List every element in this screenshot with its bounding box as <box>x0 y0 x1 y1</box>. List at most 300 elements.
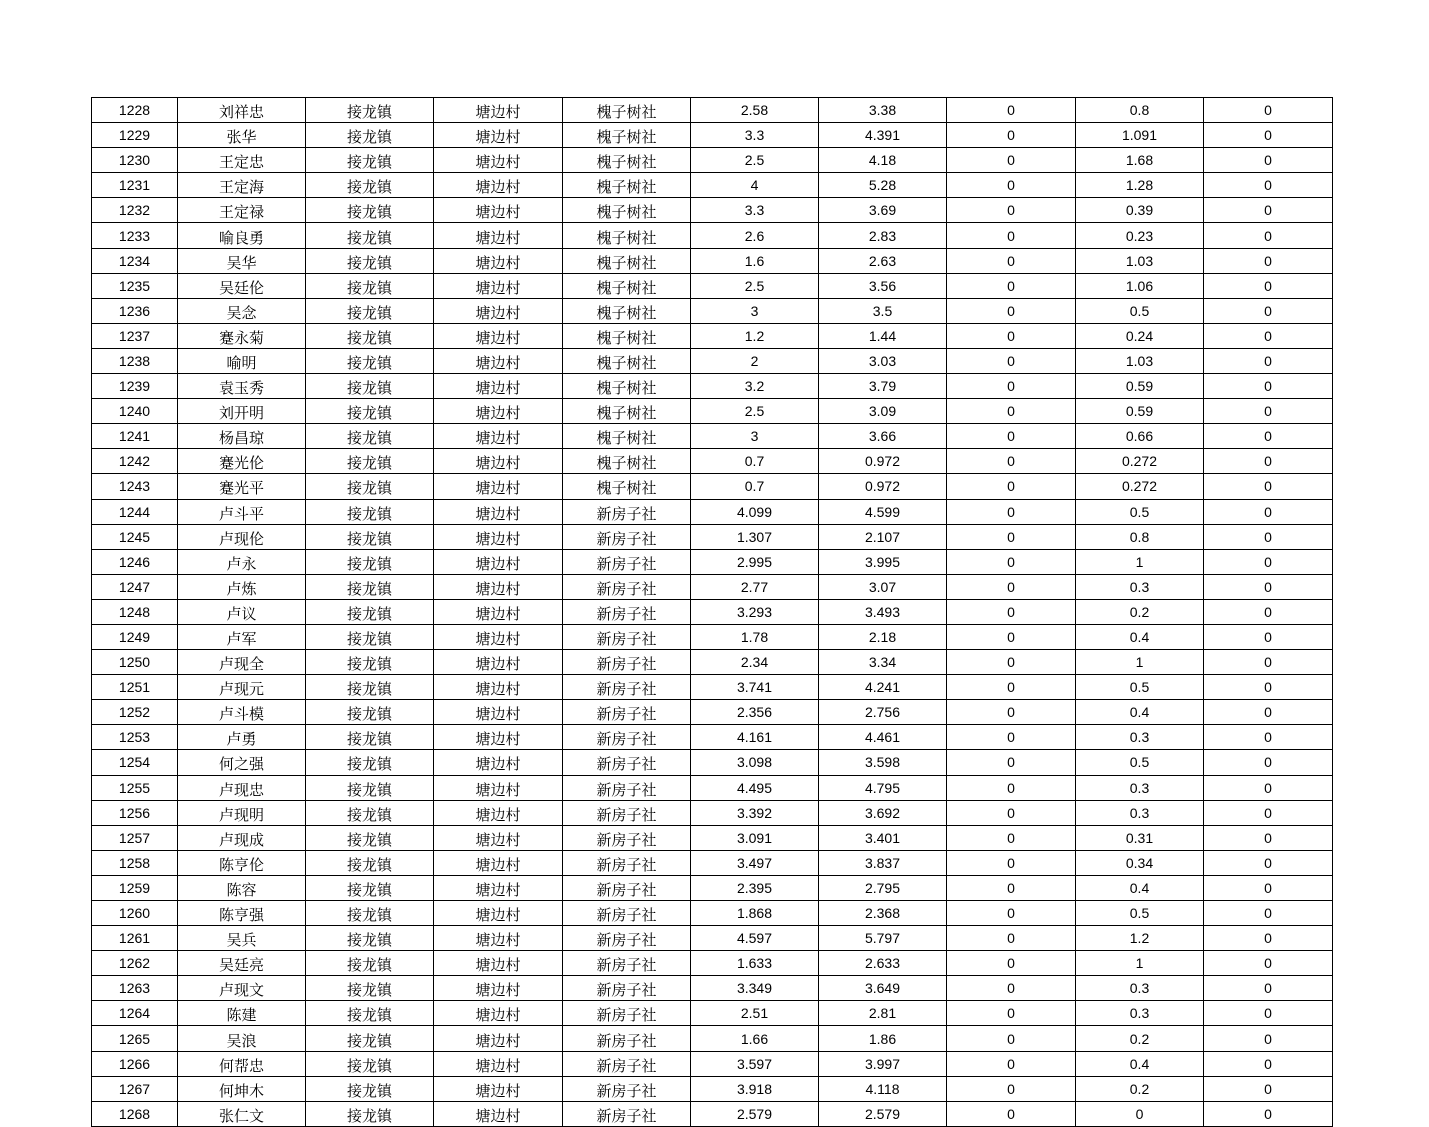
value-d-cell: 0.8 <box>1076 524 1204 549</box>
town-cell: 接龙镇 <box>306 650 434 675</box>
value-a-cell: 2.58 <box>691 98 819 123</box>
value-a-cell: 4.495 <box>691 775 819 800</box>
town-cell: 接龙镇 <box>306 1026 434 1051</box>
value-e-cell: 0 <box>1204 123 1333 148</box>
value-e-cell: 0 <box>1204 574 1333 599</box>
value-d-cell: 1.091 <box>1076 123 1204 148</box>
value-e-cell: 0 <box>1204 875 1333 900</box>
value-e-cell: 0 <box>1204 624 1333 649</box>
value-d-cell: 0.4 <box>1076 875 1204 900</box>
table-row <box>92 800 1333 825</box>
group-cell: 新房子社 <box>563 1001 691 1026</box>
value-a-cell: 3.597 <box>691 1051 819 1076</box>
id-cell: 1239 <box>92 374 178 399</box>
town-cell: 接龙镇 <box>306 223 434 248</box>
data-table <box>91 97 1333 1127</box>
value-e-cell: 0 <box>1204 499 1333 524</box>
value-b-cell: 4.18 <box>819 148 947 173</box>
value-b-cell: 3.56 <box>819 273 947 298</box>
value-a-cell: 2 <box>691 348 819 373</box>
id-cell: 1262 <box>92 951 178 976</box>
value-a-cell: 2.5 <box>691 273 819 298</box>
table-row <box>92 1076 1333 1101</box>
value-b-cell: 2.795 <box>819 875 947 900</box>
value-c-cell: 0 <box>947 775 1076 800</box>
village-cell: 塘边村 <box>434 725 563 750</box>
value-b-cell: 4.118 <box>819 1076 947 1101</box>
town-cell: 接龙镇 <box>306 549 434 574</box>
value-b-cell: 3.997 <box>819 1051 947 1076</box>
value-e-cell: 0 <box>1204 549 1333 574</box>
table-row <box>92 524 1333 549</box>
value-c-cell: 0 <box>947 1026 1076 1051</box>
table-row <box>92 574 1333 599</box>
town-cell: 接龙镇 <box>306 926 434 951</box>
name-cell: 吴廷亮 <box>178 951 306 976</box>
id-cell: 1235 <box>92 273 178 298</box>
value-e-cell: 0 <box>1204 399 1333 424</box>
value-c-cell: 0 <box>947 474 1076 499</box>
value-e-cell: 0 <box>1204 850 1333 875</box>
town-cell: 接龙镇 <box>306 951 434 976</box>
value-c-cell: 0 <box>947 624 1076 649</box>
value-c-cell: 0 <box>947 650 1076 675</box>
table-row <box>92 850 1333 875</box>
value-a-cell: 3.741 <box>691 675 819 700</box>
village-cell: 塘边村 <box>434 951 563 976</box>
value-c-cell: 0 <box>947 599 1076 624</box>
group-cell: 槐子树社 <box>563 399 691 424</box>
value-a-cell: 2.356 <box>691 700 819 725</box>
town-cell: 接龙镇 <box>306 976 434 1001</box>
name-cell: 卢现明 <box>178 800 306 825</box>
id-cell: 1246 <box>92 549 178 574</box>
name-cell: 王定海 <box>178 173 306 198</box>
town-cell: 接龙镇 <box>306 700 434 725</box>
value-b-cell: 2.18 <box>819 624 947 649</box>
value-a-cell: 2.995 <box>691 549 819 574</box>
table-row <box>92 1026 1333 1051</box>
value-a-cell: 2.6 <box>691 223 819 248</box>
town-cell: 接龙镇 <box>306 725 434 750</box>
table-row <box>92 926 1333 951</box>
name-cell: 卢现全 <box>178 650 306 675</box>
value-b-cell: 2.63 <box>819 248 947 273</box>
value-c-cell: 0 <box>947 1051 1076 1076</box>
town-cell: 接龙镇 <box>306 624 434 649</box>
village-cell: 塘边村 <box>434 750 563 775</box>
value-c-cell: 0 <box>947 248 1076 273</box>
table-row <box>92 700 1333 725</box>
value-d-cell: 0.5 <box>1076 298 1204 323</box>
town-cell: 接龙镇 <box>306 901 434 926</box>
value-b-cell: 5.797 <box>819 926 947 951</box>
town-cell: 接龙镇 <box>306 298 434 323</box>
value-c-cell: 0 <box>947 123 1076 148</box>
value-e-cell: 0 <box>1204 650 1333 675</box>
town-cell: 接龙镇 <box>306 399 434 424</box>
town-cell: 接龙镇 <box>306 1051 434 1076</box>
value-e-cell: 0 <box>1204 725 1333 750</box>
value-a-cell: 1.868 <box>691 901 819 926</box>
value-d-cell: 0.3 <box>1076 800 1204 825</box>
value-a-cell: 3.293 <box>691 599 819 624</box>
value-b-cell: 3.401 <box>819 825 947 850</box>
name-cell: 吴念 <box>178 298 306 323</box>
value-c-cell: 0 <box>947 850 1076 875</box>
id-cell: 1241 <box>92 424 178 449</box>
value-c-cell: 0 <box>947 399 1076 424</box>
town-cell: 接龙镇 <box>306 98 434 123</box>
id-cell: 1240 <box>92 399 178 424</box>
town-cell: 接龙镇 <box>306 524 434 549</box>
value-a-cell: 1.633 <box>691 951 819 976</box>
town-cell: 接龙镇 <box>306 348 434 373</box>
value-b-cell: 2.579 <box>819 1101 947 1126</box>
village-cell: 塘边村 <box>434 123 563 148</box>
id-cell: 1266 <box>92 1051 178 1076</box>
table-row <box>92 1051 1333 1076</box>
value-e-cell: 0 <box>1204 926 1333 951</box>
id-cell: 1257 <box>92 825 178 850</box>
value-b-cell: 3.692 <box>819 800 947 825</box>
value-a-cell: 0.7 <box>691 474 819 499</box>
town-cell: 接龙镇 <box>306 499 434 524</box>
value-a-cell: 3.098 <box>691 750 819 775</box>
value-e-cell: 0 <box>1204 675 1333 700</box>
village-cell: 塘边村 <box>434 1051 563 1076</box>
town-cell: 接龙镇 <box>306 474 434 499</box>
value-c-cell: 0 <box>947 223 1076 248</box>
village-cell: 塘边村 <box>434 850 563 875</box>
value-a-cell: 3.2 <box>691 374 819 399</box>
value-e-cell: 0 <box>1204 700 1333 725</box>
id-cell: 1249 <box>92 624 178 649</box>
id-cell: 1236 <box>92 298 178 323</box>
table-row <box>92 248 1333 273</box>
value-a-cell: 3.091 <box>691 825 819 850</box>
value-d-cell: 1.28 <box>1076 173 1204 198</box>
group-cell: 新房子社 <box>563 750 691 775</box>
name-cell: 吴廷伦 <box>178 273 306 298</box>
value-c-cell: 0 <box>947 424 1076 449</box>
table-row <box>92 123 1333 148</box>
town-cell: 接龙镇 <box>306 273 434 298</box>
value-b-cell: 3.5 <box>819 298 947 323</box>
table-row <box>92 650 1333 675</box>
village-cell: 塘边村 <box>434 1026 563 1051</box>
town-cell: 接龙镇 <box>306 123 434 148</box>
group-cell: 槐子树社 <box>563 98 691 123</box>
value-e-cell: 0 <box>1204 775 1333 800</box>
id-cell: 1234 <box>92 248 178 273</box>
name-cell: 陈亨伦 <box>178 850 306 875</box>
id-cell: 1251 <box>92 675 178 700</box>
value-c-cell: 0 <box>947 524 1076 549</box>
group-cell: 新房子社 <box>563 875 691 900</box>
id-cell: 1245 <box>92 524 178 549</box>
village-cell: 塘边村 <box>434 599 563 624</box>
value-e-cell: 0 <box>1204 1026 1333 1051</box>
town-cell: 接龙镇 <box>306 675 434 700</box>
group-cell: 新房子社 <box>563 800 691 825</box>
value-b-cell: 2.756 <box>819 700 947 725</box>
table-row <box>92 173 1333 198</box>
group-cell: 新房子社 <box>563 650 691 675</box>
value-b-cell: 2.633 <box>819 951 947 976</box>
value-c-cell: 0 <box>947 173 1076 198</box>
value-c-cell: 0 <box>947 348 1076 373</box>
value-e-cell: 0 <box>1204 173 1333 198</box>
group-cell: 槐子树社 <box>563 273 691 298</box>
value-b-cell: 0.972 <box>819 449 947 474</box>
town-cell: 接龙镇 <box>306 750 434 775</box>
value-e-cell: 0 <box>1204 98 1333 123</box>
table-row <box>92 273 1333 298</box>
group-cell: 新房子社 <box>563 1076 691 1101</box>
name-cell: 卢勇 <box>178 725 306 750</box>
value-e-cell: 0 <box>1204 750 1333 775</box>
value-c-cell: 0 <box>947 148 1076 173</box>
table-row <box>92 775 1333 800</box>
name-cell: 卢现成 <box>178 825 306 850</box>
value-d-cell: 0.39 <box>1076 198 1204 223</box>
value-d-cell: 0.4 <box>1076 1051 1204 1076</box>
name-cell: 张仁文 <box>178 1101 306 1126</box>
value-e-cell: 0 <box>1204 1076 1333 1101</box>
table-row <box>92 825 1333 850</box>
group-cell: 新房子社 <box>563 499 691 524</box>
id-cell: 1231 <box>92 173 178 198</box>
value-a-cell: 4.597 <box>691 926 819 951</box>
town-cell: 接龙镇 <box>306 599 434 624</box>
value-a-cell: 3.918 <box>691 1076 819 1101</box>
town-cell: 接龙镇 <box>306 323 434 348</box>
value-a-cell: 4 <box>691 173 819 198</box>
value-b-cell: 3.837 <box>819 850 947 875</box>
village-cell: 塘边村 <box>434 624 563 649</box>
value-a-cell: 1.2 <box>691 323 819 348</box>
group-cell: 新房子社 <box>563 926 691 951</box>
town-cell: 接龙镇 <box>306 825 434 850</box>
village-cell: 塘边村 <box>434 298 563 323</box>
id-cell: 1232 <box>92 198 178 223</box>
name-cell: 蹇光平 <box>178 474 306 499</box>
name-cell: 陈亨强 <box>178 901 306 926</box>
value-d-cell: 0.272 <box>1076 449 1204 474</box>
value-c-cell: 0 <box>947 1001 1076 1026</box>
village-cell: 塘边村 <box>434 700 563 725</box>
value-e-cell: 0 <box>1204 800 1333 825</box>
town-cell: 接龙镇 <box>306 374 434 399</box>
value-a-cell: 3.3 <box>691 198 819 223</box>
value-d-cell: 1.03 <box>1076 348 1204 373</box>
village-cell: 塘边村 <box>434 223 563 248</box>
value-b-cell: 4.599 <box>819 499 947 524</box>
value-c-cell: 0 <box>947 901 1076 926</box>
village-cell: 塘边村 <box>434 248 563 273</box>
village-cell: 塘边村 <box>434 348 563 373</box>
value-d-cell: 0.5 <box>1076 750 1204 775</box>
group-cell: 新房子社 <box>563 1101 691 1126</box>
value-e-cell: 0 <box>1204 298 1333 323</box>
value-a-cell: 3.349 <box>691 976 819 1001</box>
value-d-cell: 0.5 <box>1076 901 1204 926</box>
value-b-cell: 1.44 <box>819 323 947 348</box>
value-c-cell: 0 <box>947 298 1076 323</box>
value-a-cell: 0.7 <box>691 449 819 474</box>
group-cell: 新房子社 <box>563 775 691 800</box>
value-e-cell: 0 <box>1204 223 1333 248</box>
village-cell: 塘边村 <box>434 775 563 800</box>
town-cell: 接龙镇 <box>306 1001 434 1026</box>
value-c-cell: 0 <box>947 323 1076 348</box>
name-cell: 刘开明 <box>178 399 306 424</box>
id-cell: 1256 <box>92 800 178 825</box>
group-cell: 新房子社 <box>563 1026 691 1051</box>
group-cell: 新房子社 <box>563 951 691 976</box>
name-cell: 王定忠 <box>178 148 306 173</box>
id-cell: 1233 <box>92 223 178 248</box>
value-e-cell: 0 <box>1204 976 1333 1001</box>
name-cell: 何之强 <box>178 750 306 775</box>
town-cell: 接龙镇 <box>306 1101 434 1126</box>
name-cell: 吴华 <box>178 248 306 273</box>
village-cell: 塘边村 <box>434 474 563 499</box>
value-c-cell: 0 <box>947 825 1076 850</box>
village-cell: 塘边村 <box>434 901 563 926</box>
id-cell: 1230 <box>92 148 178 173</box>
value-c-cell: 0 <box>947 374 1076 399</box>
group-cell: 新房子社 <box>563 624 691 649</box>
value-d-cell: 0.3 <box>1076 775 1204 800</box>
value-a-cell: 3.497 <box>691 850 819 875</box>
value-d-cell: 0.3 <box>1076 725 1204 750</box>
group-cell: 新房子社 <box>563 700 691 725</box>
value-b-cell: 4.795 <box>819 775 947 800</box>
value-b-cell: 0.972 <box>819 474 947 499</box>
value-d-cell: 0.59 <box>1076 374 1204 399</box>
value-a-cell: 4.099 <box>691 499 819 524</box>
value-e-cell: 0 <box>1204 148 1333 173</box>
table-row <box>92 976 1333 1001</box>
table-row <box>92 499 1333 524</box>
value-e-cell: 0 <box>1204 323 1333 348</box>
value-b-cell: 2.83 <box>819 223 947 248</box>
value-c-cell: 0 <box>947 549 1076 574</box>
id-cell: 1255 <box>92 775 178 800</box>
name-cell: 卢斗模 <box>178 700 306 725</box>
value-c-cell: 0 <box>947 675 1076 700</box>
value-c-cell: 0 <box>947 875 1076 900</box>
value-b-cell: 3.03 <box>819 348 947 373</box>
group-cell: 槐子树社 <box>563 474 691 499</box>
value-c-cell: 0 <box>947 800 1076 825</box>
village-cell: 塘边村 <box>434 675 563 700</box>
value-e-cell: 0 <box>1204 1101 1333 1126</box>
name-cell: 张华 <box>178 123 306 148</box>
id-cell: 1264 <box>92 1001 178 1026</box>
value-d-cell: 1.03 <box>1076 248 1204 273</box>
value-e-cell: 0 <box>1204 348 1333 373</box>
name-cell: 卢炼 <box>178 574 306 599</box>
value-d-cell: 0.4 <box>1076 624 1204 649</box>
value-b-cell: 2.81 <box>819 1001 947 1026</box>
value-a-cell: 1.66 <box>691 1026 819 1051</box>
table-row <box>92 474 1333 499</box>
id-cell: 1258 <box>92 850 178 875</box>
value-e-cell: 0 <box>1204 825 1333 850</box>
village-cell: 塘边村 <box>434 449 563 474</box>
village-cell: 塘边村 <box>434 926 563 951</box>
village-cell: 塘边村 <box>434 650 563 675</box>
table-row <box>92 323 1333 348</box>
value-b-cell: 4.241 <box>819 675 947 700</box>
value-a-cell: 4.161 <box>691 725 819 750</box>
name-cell: 吴浪 <box>178 1026 306 1051</box>
name-cell: 卢现文 <box>178 976 306 1001</box>
village-cell: 塘边村 <box>434 549 563 574</box>
value-e-cell: 0 <box>1204 901 1333 926</box>
group-cell: 槐子树社 <box>563 148 691 173</box>
name-cell: 陈容 <box>178 875 306 900</box>
value-a-cell: 1.6 <box>691 248 819 273</box>
value-b-cell: 3.34 <box>819 650 947 675</box>
group-cell: 槐子树社 <box>563 298 691 323</box>
value-e-cell: 0 <box>1204 273 1333 298</box>
id-cell: 1261 <box>92 926 178 951</box>
value-b-cell: 3.493 <box>819 599 947 624</box>
value-c-cell: 0 <box>947 951 1076 976</box>
value-d-cell: 0 <box>1076 1101 1204 1126</box>
table-row <box>92 549 1333 574</box>
table-row <box>92 424 1333 449</box>
value-d-cell: 0.8 <box>1076 98 1204 123</box>
table-row <box>92 148 1333 173</box>
value-e-cell: 0 <box>1204 951 1333 976</box>
table-row <box>92 223 1333 248</box>
value-d-cell: 1.06 <box>1076 273 1204 298</box>
village-cell: 塘边村 <box>434 499 563 524</box>
value-e-cell: 0 <box>1204 474 1333 499</box>
id-cell: 1242 <box>92 449 178 474</box>
value-a-cell: 2.579 <box>691 1101 819 1126</box>
table-row <box>92 1101 1333 1126</box>
village-cell: 塘边村 <box>434 173 563 198</box>
value-c-cell: 0 <box>947 449 1076 474</box>
value-d-cell: 0.3 <box>1076 574 1204 599</box>
village-cell: 塘边村 <box>434 976 563 1001</box>
village-cell: 塘边村 <box>434 1076 563 1101</box>
group-cell: 槐子树社 <box>563 323 691 348</box>
value-b-cell: 3.649 <box>819 976 947 1001</box>
value-e-cell: 0 <box>1204 248 1333 273</box>
table-row <box>92 1001 1333 1026</box>
id-cell: 1247 <box>92 574 178 599</box>
name-cell: 喻良勇 <box>178 223 306 248</box>
value-b-cell: 4.461 <box>819 725 947 750</box>
id-cell: 1265 <box>92 1026 178 1051</box>
value-c-cell: 0 <box>947 499 1076 524</box>
table-row <box>92 951 1333 976</box>
id-cell: 1237 <box>92 323 178 348</box>
id-cell: 1260 <box>92 901 178 926</box>
value-e-cell: 0 <box>1204 374 1333 399</box>
id-cell: 1238 <box>92 348 178 373</box>
group-cell: 槐子树社 <box>563 223 691 248</box>
id-cell: 1244 <box>92 499 178 524</box>
table-row <box>92 875 1333 900</box>
